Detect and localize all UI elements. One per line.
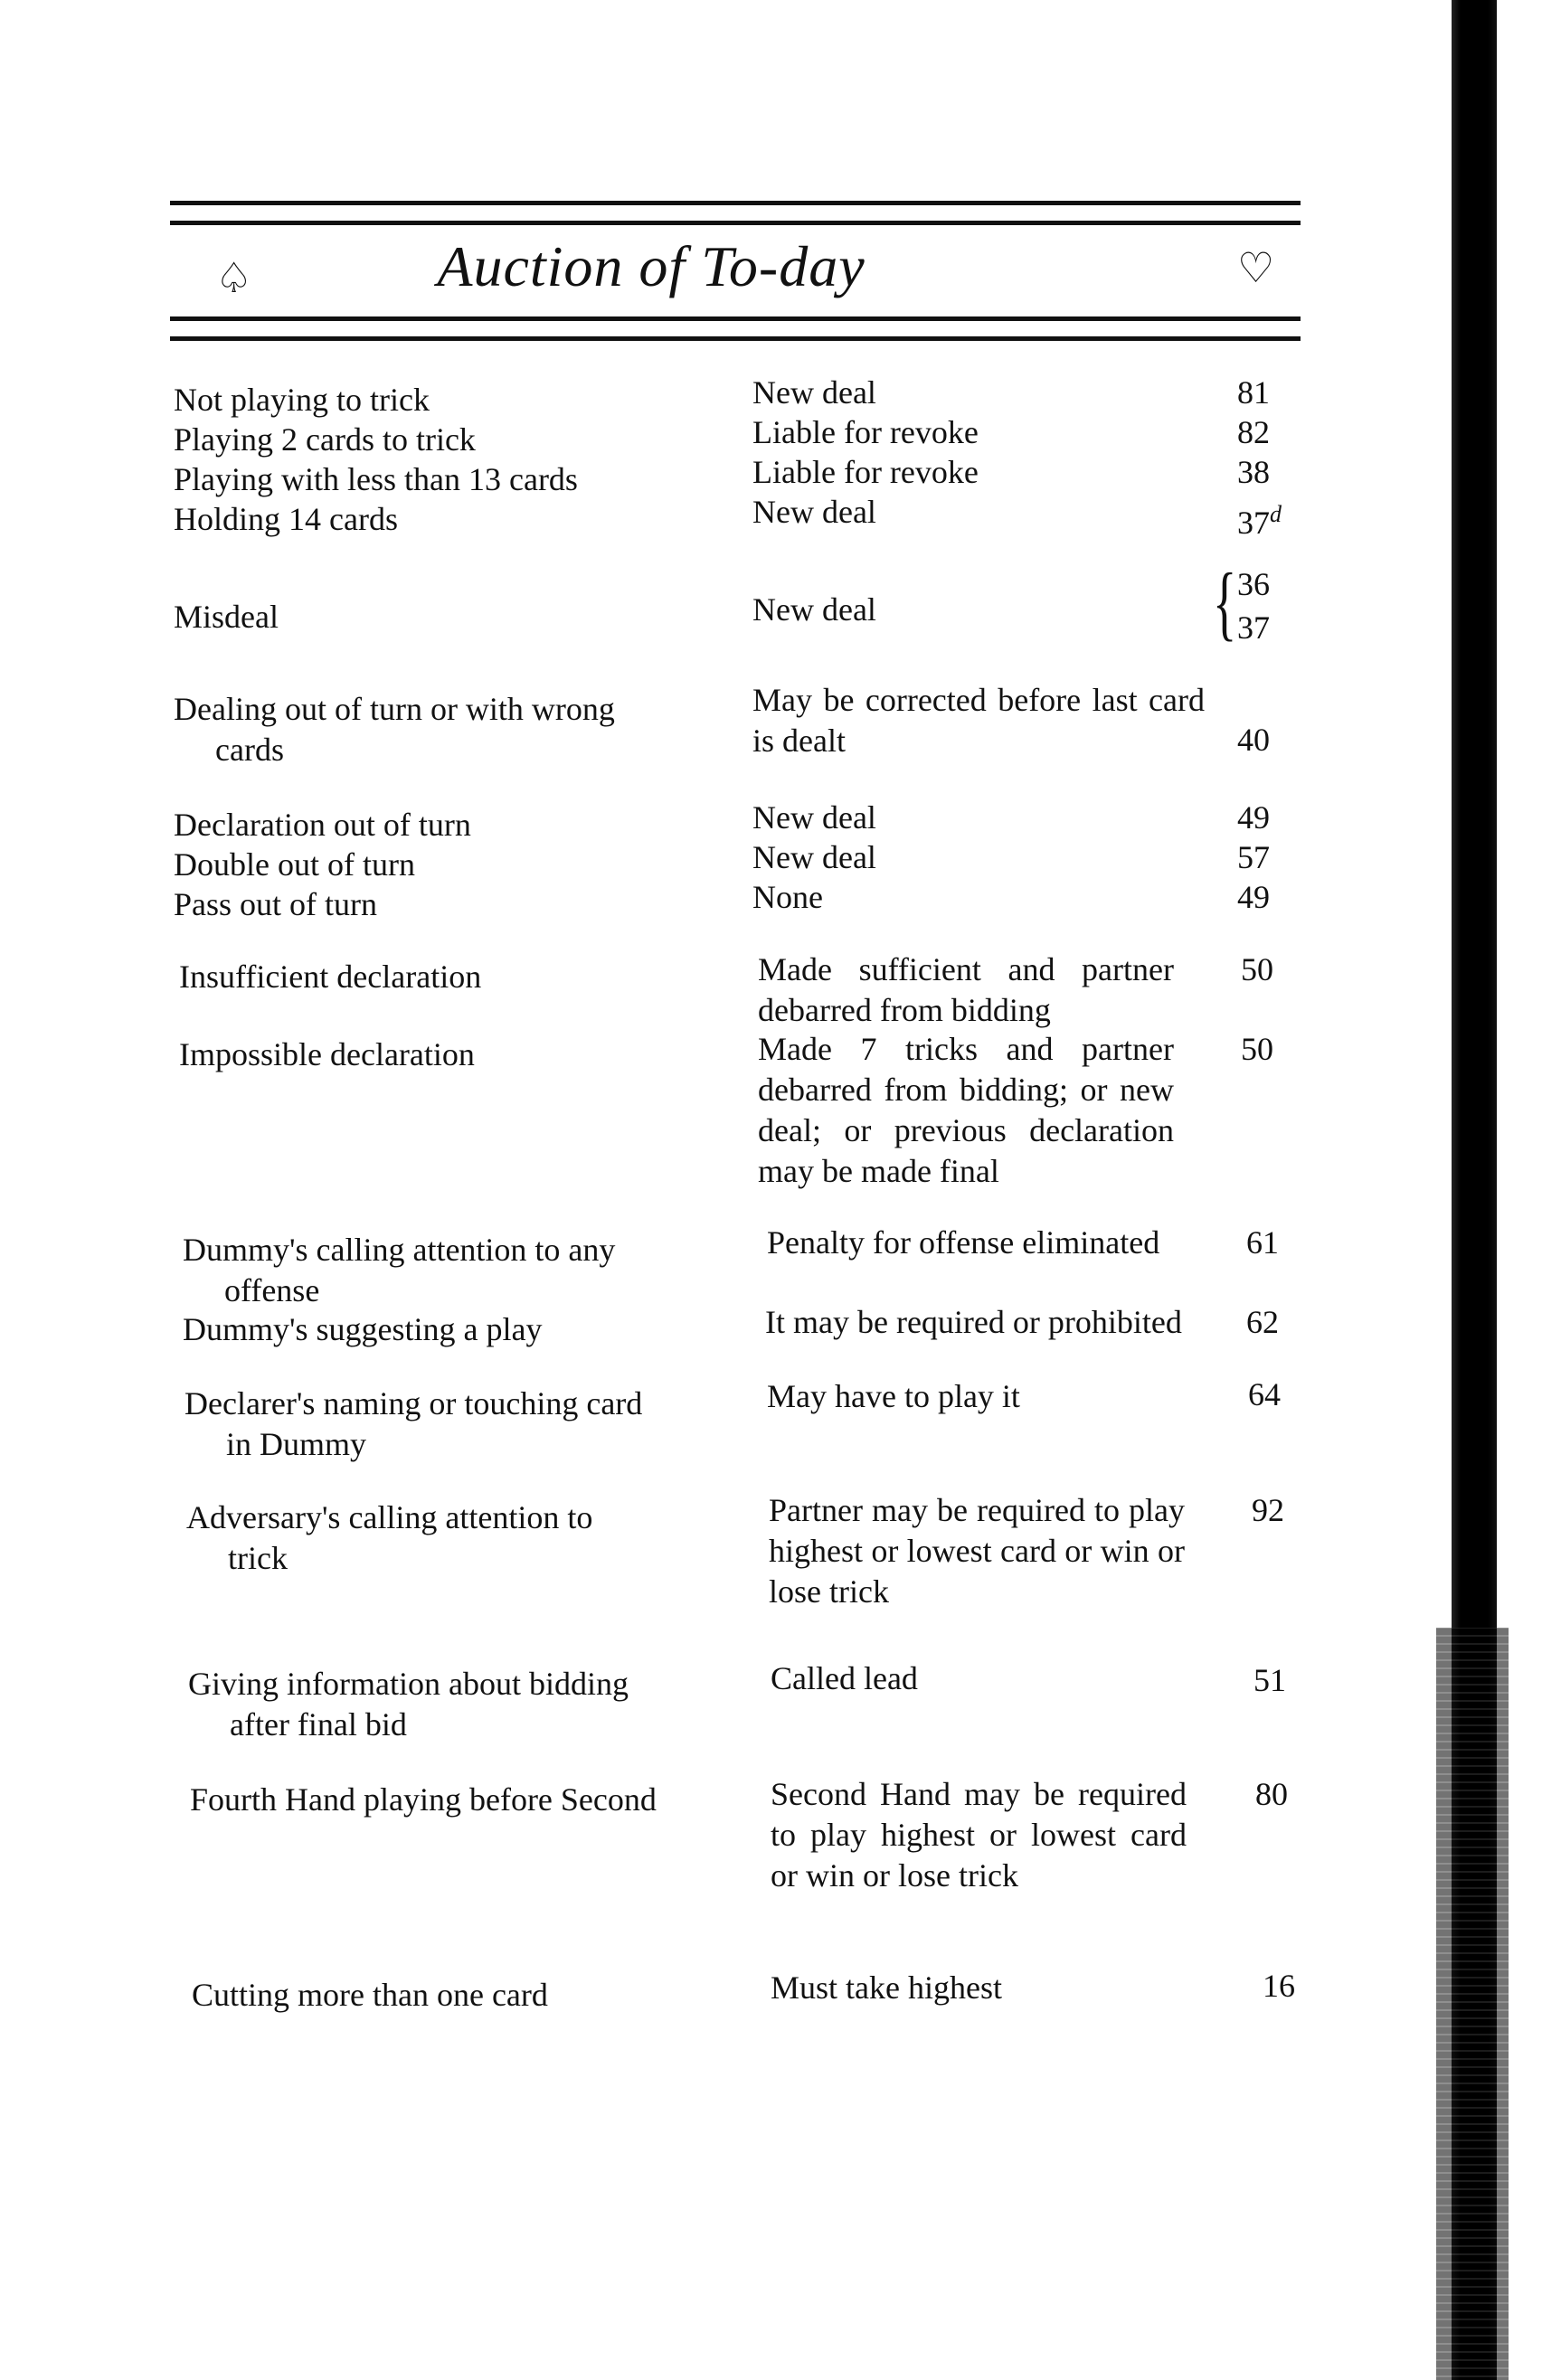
penalty-text: Liable for revoke <box>752 454 979 490</box>
offense-continuation: in Dummy <box>226 1426 367 1462</box>
offense-text: Cutting more than one card <box>192 1977 548 2013</box>
offense-text <box>188 1664 758 1745</box>
law-number: 81 <box>1237 374 1270 411</box>
offense-continuation: trick <box>228 1540 288 1576</box>
penalty-text: New deal <box>752 839 876 875</box>
law-number: 57 <box>1237 839 1270 875</box>
penalty-text: Liable for revoke <box>752 414 979 450</box>
offense-line: Adversary's calling attention to <box>186 1499 593 1535</box>
law-number-value: 37 <box>1237 505 1270 541</box>
running-title: Auction of To-day <box>437 234 866 298</box>
spade-outline-icon: ♤ <box>215 255 253 301</box>
offense-continuation: cards <box>215 732 284 768</box>
penalty-text: It may be required or prohibited <box>765 1304 1182 1340</box>
offense-line: Declarer's naming or touching card <box>184 1385 643 1421</box>
penalty-text: Penalty for offense eliminated <box>767 1224 1160 1261</box>
offense-text: Playing with less than 13 cards <box>174 461 578 497</box>
penalty-text: May be corrected before last card is dealt <box>752 682 1205 759</box>
law-suffix: d <box>1270 501 1282 527</box>
law-number: 40 <box>1237 722 1270 758</box>
law-number: 49 <box>1237 879 1270 915</box>
penalty-text: Called lead <box>771 1660 918 1696</box>
offense-text: Pass out of turn <box>174 886 377 922</box>
offense-line: Giving information about bidding <box>188 1666 629 1702</box>
offense-text: Double out of turn <box>174 846 415 883</box>
offense-continuation: after final bid <box>230 1706 407 1742</box>
offense-text <box>183 1230 752 1311</box>
law-number: 50 <box>1241 1031 1273 1067</box>
offense-text <box>184 1384 754 1465</box>
offense-text: Dummy's suggesting a play <box>183 1311 543 1347</box>
law-number <box>1237 494 1310 543</box>
offense-text: Fourth Hand playing before Second <box>190 1781 657 1818</box>
law-number: 51 <box>1253 1662 1286 1698</box>
offense-text: Playing 2 cards to trick <box>174 421 476 458</box>
law-number: 50 <box>1241 951 1273 987</box>
penalty-text: New deal <box>752 591 876 628</box>
book-spine-fray <box>1436 1628 1509 2380</box>
law-number: 61 <box>1246 1224 1279 1261</box>
penalty-text: Must take highest <box>771 1969 1002 2006</box>
law-number: 64 <box>1248 1376 1281 1412</box>
offense-text: Misdeal <box>174 599 279 635</box>
header-rule-top-1 <box>170 201 1301 205</box>
header-rule-bottom-1 <box>170 316 1301 321</box>
law-number: 82 <box>1237 414 1270 450</box>
penalty-text: Made 7 tricks and partner debarred from bidding; or new deal; or previous declaration may be made final <box>758 1031 1174 1189</box>
offense-line: Dealing out of turn or with wrong <box>174 691 615 727</box>
header-rule-top-2 <box>170 221 1301 225</box>
offense-text <box>186 1497 756 1579</box>
offense-text: Insufficient declaration <box>179 959 482 995</box>
offense-line: Dummy's calling attention to any <box>183 1232 616 1268</box>
law-number: 38 <box>1237 454 1270 490</box>
law-number: 16 <box>1263 1968 1295 2004</box>
brace-glyph: { <box>1212 556 1237 648</box>
law-number: 80 <box>1255 1776 1288 1812</box>
header-rule-bottom-2 <box>170 336 1301 341</box>
heart-outline-icon: ♡ <box>1237 245 1275 291</box>
law-number: 92 <box>1252 1492 1284 1528</box>
penalty-text: Made sufficient and partner debarred from bidding <box>758 951 1174 1028</box>
penalty-text: New deal <box>752 494 876 530</box>
penalty-text: May have to play it <box>767 1378 1020 1414</box>
penalty-text: New deal <box>752 374 876 411</box>
penalty-text: New deal <box>752 799 876 836</box>
offense-text <box>174 689 743 770</box>
law-number: 49 <box>1237 799 1270 836</box>
law-number: 36 <box>1237 566 1270 602</box>
law-number-alt: 37 <box>1237 609 1270 646</box>
penalty-text: Partner may be required to play highest or lowest card or win or lose trick <box>769 1492 1185 1610</box>
offense-text: Declaration out of turn <box>174 807 471 843</box>
offense-text: Not playing to trick <box>174 382 430 418</box>
offense-text: Holding 14 cards <box>174 501 398 537</box>
offense-continuation: offense <box>224 1272 320 1308</box>
law-number: 62 <box>1246 1304 1279 1340</box>
penalty-text: None <box>752 879 823 915</box>
penalty-text: Second Hand may be required to play highest or lowest card or win or lose trick <box>771 1776 1187 1894</box>
offense-text: Impossible declaration <box>179 1036 475 1072</box>
